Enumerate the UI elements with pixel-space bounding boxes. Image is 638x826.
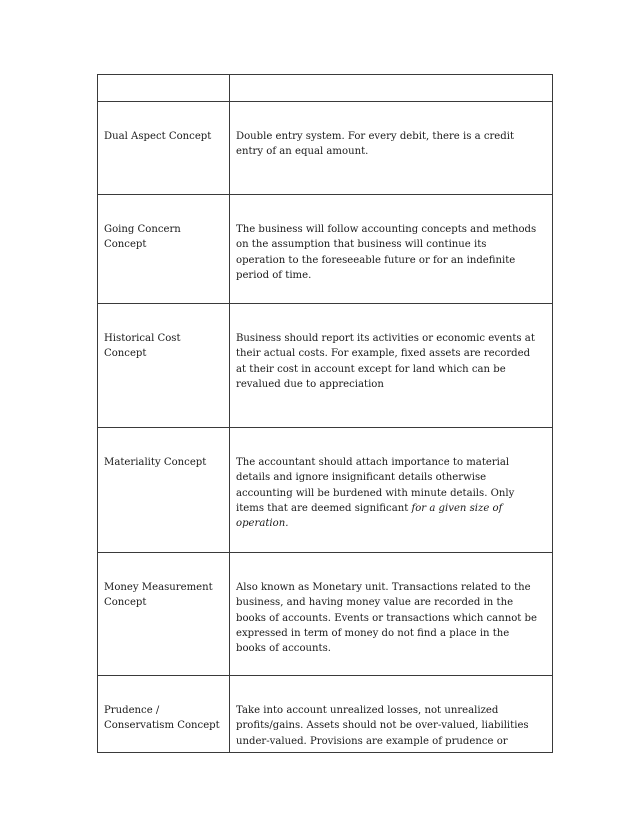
concept-name: Materiality Concept xyxy=(104,457,207,468)
concept-description xyxy=(236,428,546,531)
concept-description: Take into account unrealized losses, not unrealized profits/gains. Assets should not be over-valued, liabilities under-valued. Provisions are example of prudence or xyxy=(236,705,529,747)
table-row xyxy=(98,195,553,304)
concept-name: Going Concern Concept xyxy=(104,224,181,251)
concept-cell xyxy=(98,195,230,304)
concept-cell xyxy=(98,428,230,553)
concept-cell xyxy=(98,676,230,753)
concept-cell xyxy=(98,102,230,195)
concept-description-italic: for a given size of operation. xyxy=(236,502,503,530)
concept-cell xyxy=(98,304,230,428)
concept-description: The business will follow accounting concepts and methods on the assumption that business will continue its operation to the foreseeable future or for an indefinite period of time. xyxy=(236,224,537,281)
concept-name: Money Measurement Concept xyxy=(104,582,213,609)
description-cell xyxy=(230,553,553,676)
concept-description: Business should report its activities or economic events at their actual costs. For example, fixed assets are recorded at their cost in account except for land which can be revalued due to appreciation xyxy=(236,333,535,390)
header-cell-concept xyxy=(98,75,230,102)
table-row xyxy=(98,676,553,753)
table-row xyxy=(98,553,553,676)
concept-description-text: The accountant should attach importance to material details and ignore insignificant details otherwise accounting will be burdened with minute details. Only items that are deemed significant xyxy=(236,457,515,514)
table-row xyxy=(98,304,553,428)
description-cell xyxy=(230,676,553,753)
table-row xyxy=(98,428,553,553)
table-row xyxy=(98,102,553,195)
description-cell xyxy=(230,304,553,428)
description-cell xyxy=(230,102,553,195)
concept-cell xyxy=(98,553,230,676)
concept-name: Dual Aspect Concept xyxy=(104,131,212,142)
concept-description: Also known as Monetary unit. Transactions related to the business, and having money value are recorded in the books of accounts. Events or transactions which cannot be expressed in term of money do not find a place in the books of accounts. xyxy=(236,582,537,655)
concept-name: Historical Cost Concept xyxy=(104,333,181,360)
concept-description: Double entry system. For every debit, there is a credit entry of an equal amount. xyxy=(236,131,515,158)
concept-name: Prudence / Conservatism Concept xyxy=(104,705,220,732)
accounting-concepts-table xyxy=(97,74,553,753)
table-header-row xyxy=(98,75,553,102)
header-cell-description xyxy=(230,75,553,102)
description-cell xyxy=(230,195,553,304)
description-cell xyxy=(230,428,553,553)
